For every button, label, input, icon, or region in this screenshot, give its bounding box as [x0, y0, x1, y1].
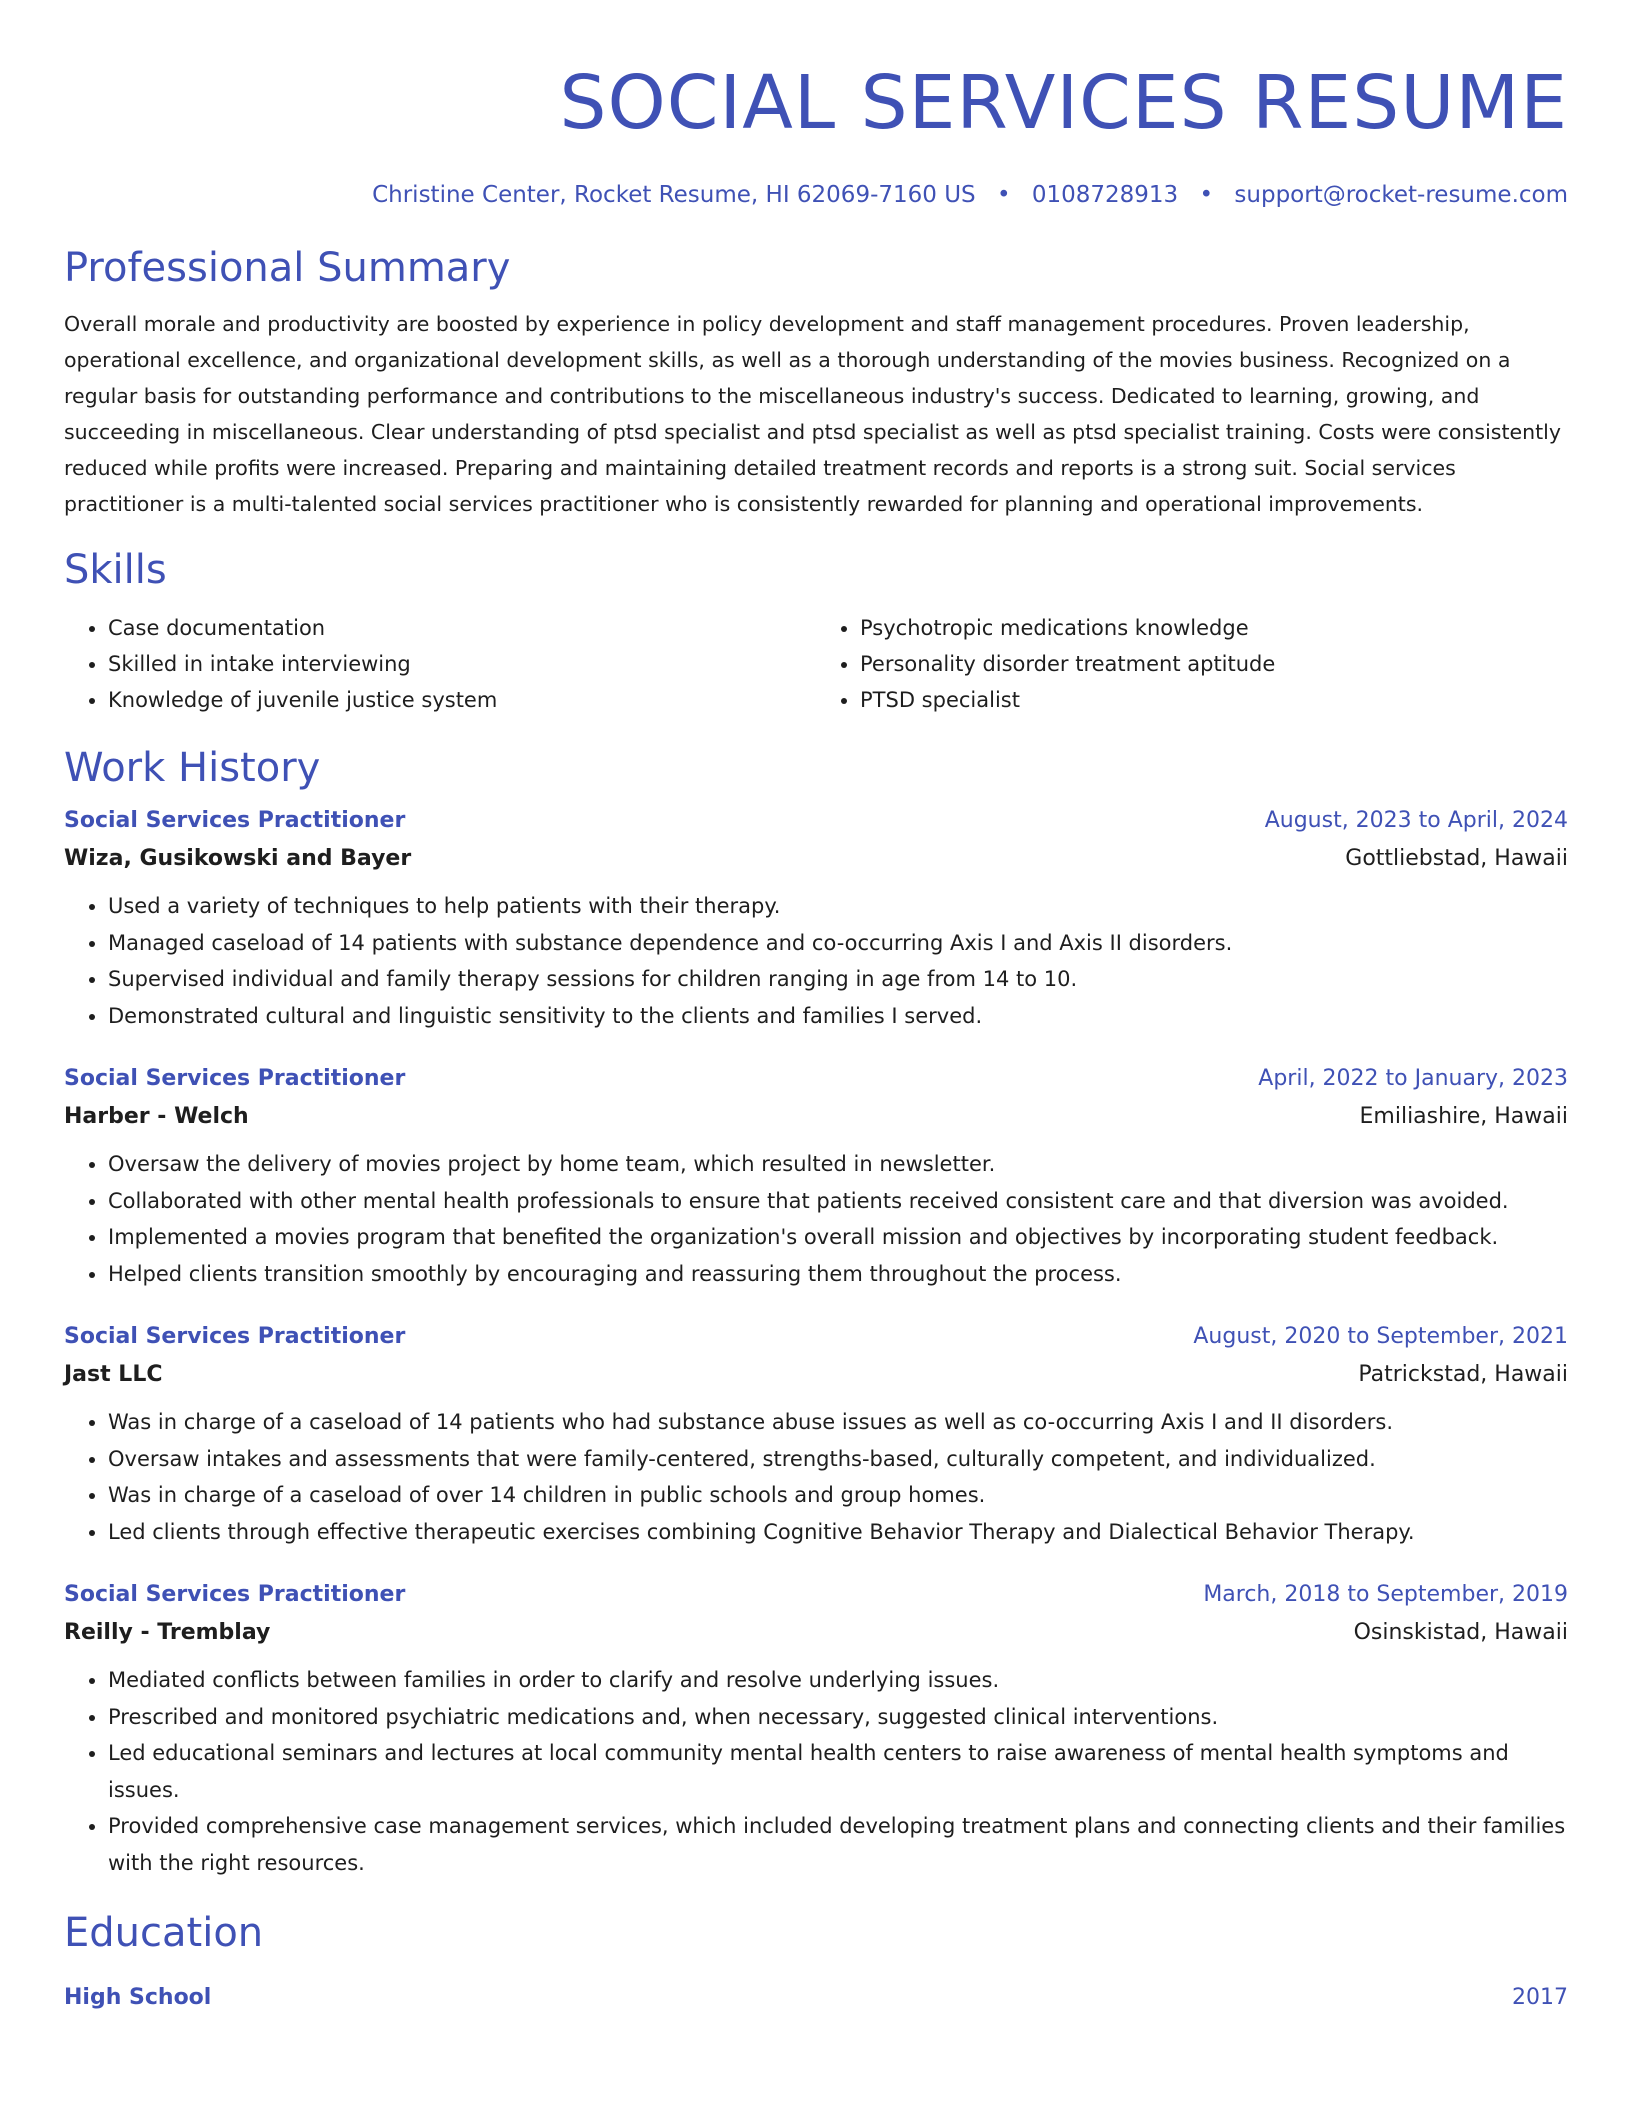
contact-separator: • — [996, 182, 1011, 208]
job-dates: March, 2018 to September, 2019 — [1203, 1582, 1568, 1607]
job-bullet: • Prescribed and monitored psychiatric medications and, when necessary, suggested clinical interventions. — [108, 1699, 1568, 1736]
job-bullet: • Was in charge of a caseload of 14 patients who had substance abuse issues as well as co-occurring Axis I and II disorders. — [108, 1404, 1568, 1441]
skill-item: • PTSD specialist — [860, 682, 1568, 718]
resume-header — [64, 0, 1568, 212]
job-title: Social Services Practitioner — [64, 1066, 406, 1091]
job-bullet: • Helped clients transition smoothly by encouraging and reassuring them throughout the process. — [108, 1256, 1568, 1293]
job-company: Harber - Welch — [64, 1104, 249, 1129]
section-heading-summary: Professional Summary — [64, 245, 511, 291]
education-entry — [64, 1979, 1568, 2017]
job-title: Social Services Practitioner — [64, 808, 406, 833]
skills-list — [64, 610, 1568, 718]
job-entry — [64, 1576, 1568, 1881]
job-title: Social Services Practitioner — [64, 1582, 406, 1607]
job-bullet: • Managed caseload of 14 patients with substance dependence and co-occurring Axis I and Axis II disorders. — [108, 925, 1568, 962]
education-title: High School — [64, 1985, 212, 2010]
skills-column-right — [816, 610, 1568, 718]
job-company: Jast LLC — [64, 1362, 163, 1387]
job-bullet: • Led educational seminars and lectures at local community mental health centers to raise awareness of mental health symptoms and issues. — [108, 1735, 1568, 1808]
skill-item: • Case documentation — [108, 610, 816, 646]
job-bullet: • Mediated conflicts between families in order to clarify and resolve underlying issues. — [108, 1662, 1568, 1699]
job-bullet: • Implemented a movies program that benefited the organization's overall mission and objectives by incorporating student feedback. — [108, 1219, 1568, 1256]
contact-separator: • — [1199, 182, 1214, 208]
summary-text: Overall morale and productivity are boosted by experience in policy development and staff management procedures. Proven leadership, operational excellence, and organizational development skills, as well as a thorough understanding of the movies business. Recognized on a regular basis for outstanding performance and contributions to the miscellaneous industry's success. Dedicated to learning, growing, and succeeding in miscellaneous. Clear understanding of ptsd specialist and ptsd specialist as well as ptsd specialist training. Costs were consistently reduced while profits were increased. Preparing and maintaining detailed treatment records and reports is a strong suit. Social services practitioner is a multi-talented social services practitioner who is consistently rewarded for planning and operational improvements. — [64, 312, 1561, 516]
job-bullet: • Used a variety of techniques to help patients with their therapy. — [108, 888, 1568, 925]
job-location: Osinskistad, Hawaii — [1353, 1620, 1568, 1645]
job-dates: April, 2022 to January, 2023 — [1258, 1066, 1568, 1091]
section-heading-skills: Skills — [64, 547, 167, 593]
job-entry — [64, 1060, 1568, 1292]
skills-column-left — [64, 610, 816, 718]
job-bullet: • Provided comprehensive case management services, which included developing treatment plans and connecting clients and their families with the right resources. — [108, 1808, 1568, 1881]
job-bullet: • Led clients through effective therapeutic exercises combining Cognitive Behavior Therapy and Dialectical Behavior Therapy. — [108, 1514, 1568, 1551]
job-entry — [64, 1318, 1568, 1550]
section-heading-work: Work History — [64, 745, 321, 791]
education-year: 2017 — [1512, 1985, 1568, 2010]
job-bullet: • Demonstrated cultural and linguistic sensitivity to the clients and families I served. — [108, 998, 1568, 1035]
work-history-section — [64, 742, 1568, 1881]
job-bullet: • Collaborated with other mental health professionals to ensure that patients received consistent care and that diversion was avoided. — [108, 1183, 1568, 1220]
job-bullets — [64, 1404, 1568, 1550]
job-bullet: • Supervised individual and family therapy sessions for children ranging in age from 14 to 10. — [108, 961, 1568, 998]
skill-item: • Personality disorder treatment aptitude — [860, 646, 1568, 682]
job-location: Emiliashire, Hawaii — [1359, 1104, 1568, 1129]
resume-title: SOCIAL SERVICES RESUME — [559, 60, 1568, 146]
job-bullet: • Was in charge of a caseload of over 14 children in public schools and group homes. — [108, 1477, 1568, 1514]
professional-summary-section — [64, 242, 1568, 522]
job-bullets — [64, 1146, 1568, 1292]
job-bullet: • Oversaw the delivery of movies project by home team, which resulted in newsletter. — [108, 1146, 1568, 1183]
job-dates: August, 2020 to September, 2021 — [1193, 1324, 1568, 1349]
contact-line — [64, 178, 1568, 212]
skills-section — [64, 544, 1568, 718]
skill-item: • Skilled in intake interviewing — [108, 646, 816, 682]
job-bullet: • Oversaw intakes and assessments that were family-centered, strengths-based, culturally competent, and individualized. — [108, 1441, 1568, 1478]
job-company: Reilly - Tremblay — [64, 1620, 271, 1645]
job-company: Wiza, Gusikowski and Bayer — [64, 846, 412, 871]
contact-address: Christine Center, Rocket Resume, HI 62069-7160 US — [372, 182, 976, 208]
job-title: Social Services Practitioner — [64, 1324, 406, 1349]
section-heading-education: Education — [64, 1910, 264, 1956]
job-entry — [64, 802, 1568, 1034]
job-bullets — [64, 888, 1568, 1034]
skill-item: • Psychotropic medications knowledge — [860, 610, 1568, 646]
skill-item: • Knowledge of juvenile justice system — [108, 682, 816, 718]
job-dates: August, 2023 to April, 2024 — [1264, 808, 1568, 833]
contact-email[interactable]: support@rocket-resume.com — [1234, 182, 1568, 208]
job-location: Gottliebstad, Hawaii — [1345, 846, 1568, 871]
education-section — [64, 1907, 1568, 2017]
job-bullets — [64, 1662, 1568, 1881]
job-location: Patrickstad, Hawaii — [1358, 1362, 1568, 1387]
contact-phone[interactable]: 0108728913 — [1031, 182, 1179, 208]
